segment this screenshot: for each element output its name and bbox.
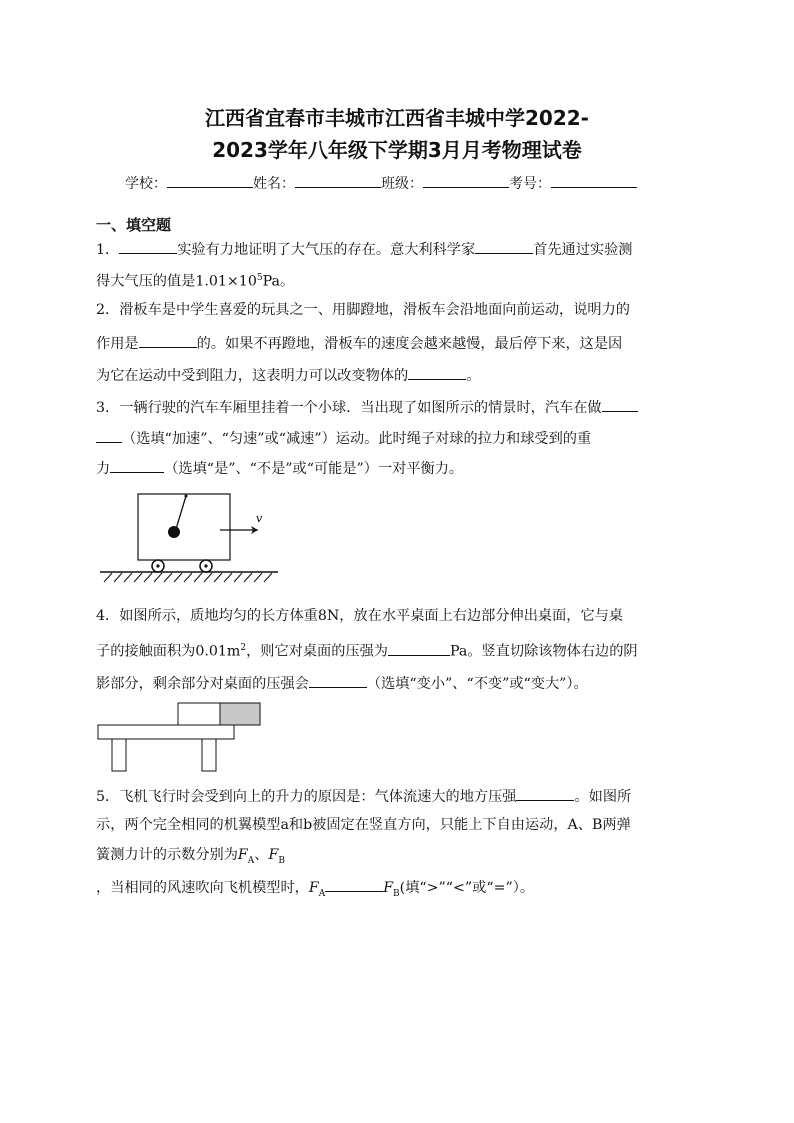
- q4-blank-2[interactable]: [309, 672, 367, 688]
- q5-force-b-2: F: [383, 880, 394, 896]
- q2-blank-2[interactable]: [408, 364, 466, 380]
- q5-sub-a: A: [247, 855, 255, 866]
- block-remaining-part: [178, 703, 220, 725]
- q2-blank-1[interactable]: [139, 332, 197, 348]
- section-heading: 一、填空题: [96, 216, 172, 234]
- q3-text-2: （选填“加速”、“匀速”或“减速”）运动。此时绳子对球的拉力和球受到的重: [122, 431, 592, 447]
- q3-line-3: [96, 457, 463, 479]
- q4-text-4: 影部分，剩余部分对桌面的压强会: [96, 676, 309, 692]
- velocity-label: v: [256, 512, 263, 525]
- q5-line-2: 示，两个完全相同的机翼模型a和b被固定在竖直方向，只能上下自由运动，A、B两弹: [96, 817, 631, 833]
- q4-text-5: （选填“变小”、“不变”或“变大”）。: [366, 676, 588, 692]
- q5-force-b: F: [268, 847, 279, 863]
- q4-line-1: 4．如图所示，质地均匀的长方体重8N，放在水平桌面上右边部分伸出桌面，它与桌: [96, 608, 624, 624]
- car-wheel-right-hub: [204, 564, 207, 567]
- q3-blank-1a[interactable]: [602, 396, 638, 412]
- car-pendulum-figure: [98, 488, 298, 584]
- name-label: 姓名：: [253, 176, 295, 192]
- q5-text-5: (填“>”“<”或“=”）。: [399, 880, 535, 896]
- table-top: [98, 725, 234, 739]
- q2-text-3: 为它在运动中受到阻力，这表明力可以改变物体的: [96, 368, 409, 384]
- q4-text-3: Pa。竖直切除该物体右边的阴: [449, 643, 638, 660]
- q4-text-2: ，则它对桌面的压强为: [246, 643, 388, 660]
- q2-line-2: [96, 332, 622, 354]
- q1-text-2: 首先通过实验测: [533, 242, 633, 258]
- class-label: 班级：: [381, 176, 423, 192]
- q3-blank-1b[interactable]: [96, 427, 122, 443]
- q5-blank-2[interactable]: [325, 876, 383, 892]
- q2-text-2: 的。如果不再蹬地，滑板车的速度会越来越慢，最后停下来，这是因: [196, 336, 623, 352]
- q3-blank-2[interactable]: [110, 457, 164, 473]
- q4-exponent: 2: [240, 643, 247, 653]
- exam-title-line-2: 2023学年八年级下学期3月月考物理试卷: [212, 138, 582, 162]
- exam-title-line-1: 江西省宜春市丰城市江西省丰城中学2022-: [205, 106, 589, 130]
- block-shaded-part: [220, 703, 260, 725]
- q1-unit: Pa。: [262, 273, 295, 290]
- school-label: 学校：: [125, 176, 167, 192]
- q2-text-1: 作用是: [96, 336, 139, 352]
- class-blank[interactable]: [423, 172, 509, 188]
- car-wheel-left-hub: [156, 564, 159, 567]
- q3-line-1: [96, 396, 638, 418]
- q5-text-4: ，当相同的风速吹向飞机模型时，: [96, 880, 309, 896]
- q4-blank-1[interactable]: [388, 640, 450, 656]
- q1-text-1: 实验有力地证明了大气压的存在。意大利科学家: [177, 242, 476, 258]
- q1-blank-2[interactable]: [475, 238, 533, 254]
- q4-text-1: 子的接触面积为0.01m: [96, 643, 241, 660]
- q4-line-2: [96, 638, 638, 662]
- school-blank[interactable]: [167, 172, 253, 188]
- ground-hatching: [104, 573, 272, 582]
- number-label: 考号：: [509, 176, 551, 192]
- q3-text-1: 3．一辆行驶的汽车车厢里挂着一个小球．当出现了如图所示的情景时，汽车在做: [96, 400, 602, 416]
- q5-line-4: [96, 876, 534, 904]
- pendulum-ball: [168, 526, 180, 538]
- q1-text-3: 得大气压的值是1.01×10: [96, 273, 257, 290]
- q5-force-a-2: F: [308, 880, 319, 896]
- table-leg-right: [202, 739, 216, 771]
- q2-line-3: [96, 364, 480, 386]
- q1-line-1: [96, 238, 633, 260]
- q3-text-4: （选填“是”、“不是”或“可能是”）一对平衡力。: [164, 461, 464, 477]
- q3-line-2: [96, 427, 591, 449]
- string-anchor: [185, 495, 188, 498]
- q1-blank-1[interactable]: [119, 238, 177, 254]
- block-on-table-figure: [96, 702, 266, 774]
- q2-line-1: 2．滑板车是中学生喜爱的玩具之一、用脚蹬地，滑板车会沿地面向前运动，说明力的: [96, 302, 630, 318]
- q1-line-2: [96, 268, 294, 292]
- q3-text-3: 力: [96, 461, 111, 477]
- q2-text-4: 。: [466, 368, 481, 384]
- q5-blank-1[interactable]: [516, 785, 574, 801]
- q4-line-3: [96, 672, 588, 694]
- q1-exponent: 5: [256, 273, 263, 283]
- number-blank[interactable]: [551, 172, 637, 188]
- q5-text-3: 簧测力计的示数分别为: [96, 847, 238, 863]
- name-blank[interactable]: [295, 172, 381, 188]
- q5-sub-b: B: [278, 855, 285, 866]
- q5-force-a: F: [237, 847, 248, 863]
- q1-number: 1．: [96, 242, 120, 258]
- q5-separator: 、: [254, 847, 269, 863]
- table-leg-left: [112, 739, 126, 771]
- q5-text-1: 5．飞机飞行时会受到向上的升力的原因是：气体流速大的地方压强: [96, 789, 517, 805]
- q5-sub-b-2: B: [393, 888, 400, 899]
- q5-line-3: [96, 845, 285, 871]
- q5-sub-a-2: A: [318, 888, 326, 899]
- q5-line-1: [96, 785, 631, 807]
- q5-text-2: 。如图所: [574, 789, 632, 805]
- student-info-row: [125, 172, 637, 194]
